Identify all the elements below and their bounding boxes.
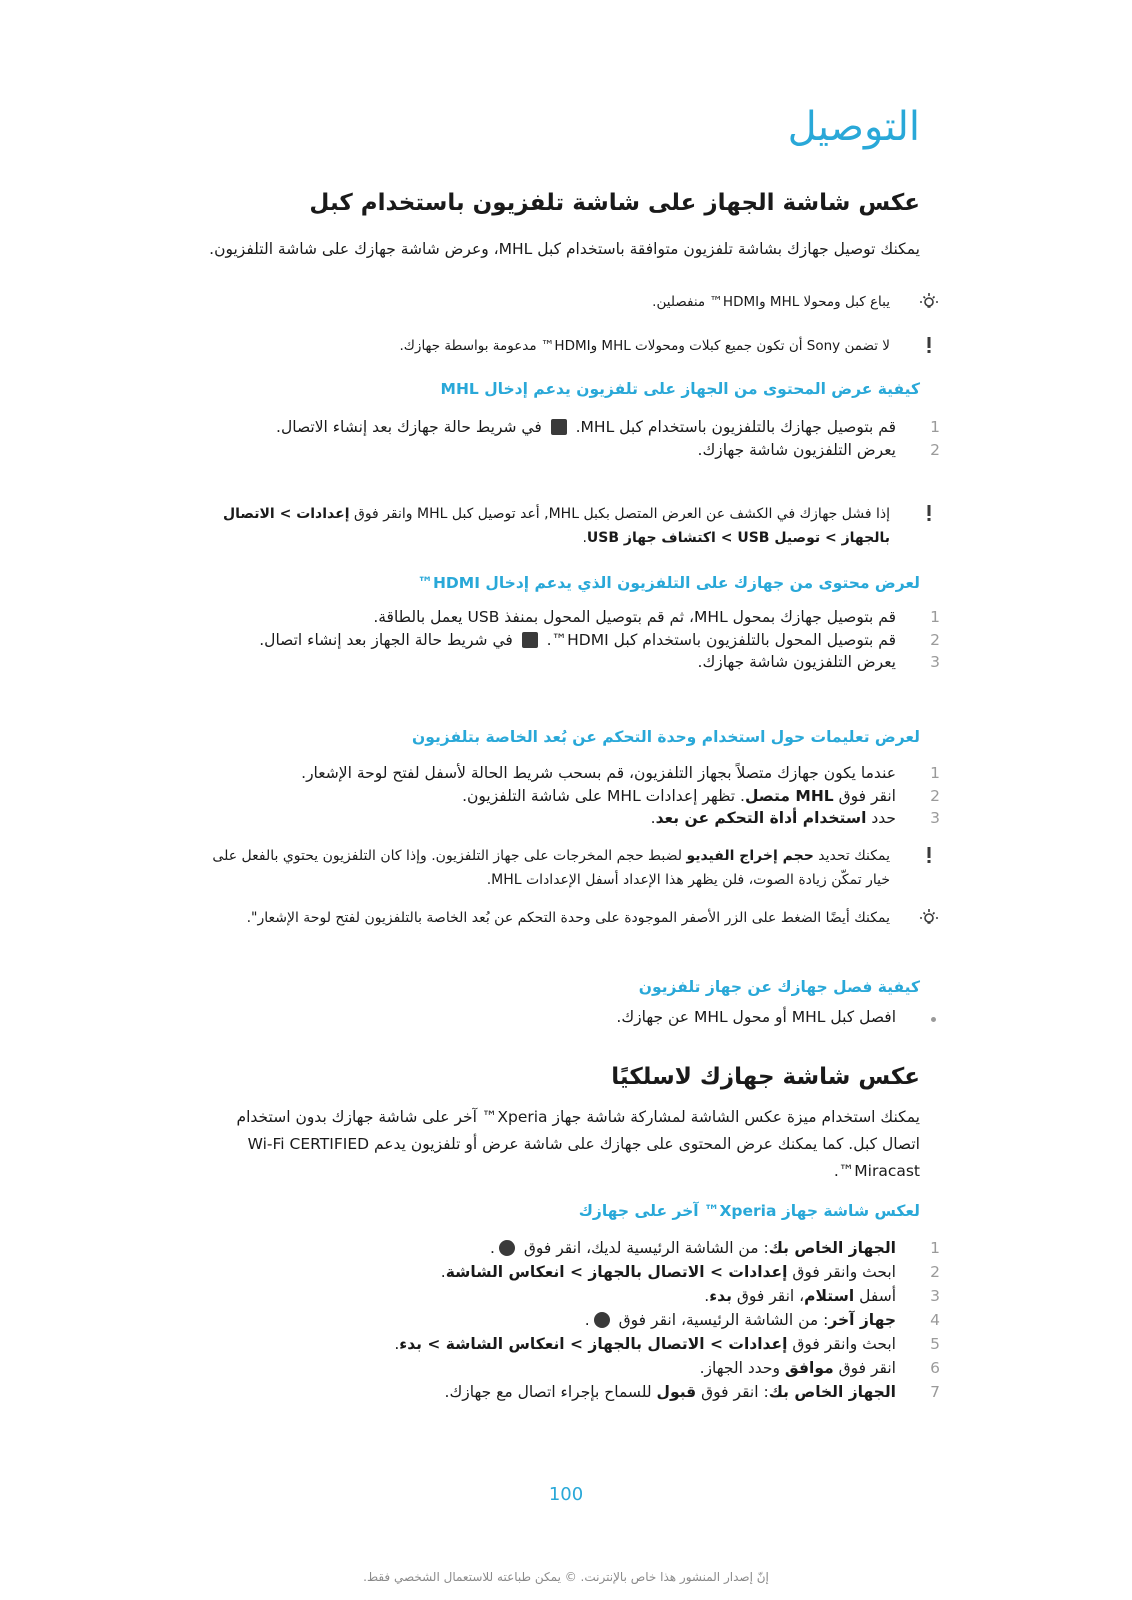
step-text: قم بتوصيل المحول بالتلفزيون باستخدام كبل HDMI™. bbox=[546, 630, 896, 649]
ui-label: حجم إخراج الفيديو bbox=[686, 848, 814, 864]
warning-text: لا تضمن Sony أن تكون جميع كبلات ومحولات MHL وHDMI™ مدعومة بواسطة جهازك. bbox=[399, 338, 890, 354]
step-text: . تظهر إعدادات MHL على شاشة التلفزيون. bbox=[462, 786, 745, 805]
settings-path: إعدادات > الاتصال بالجهاز > توصيل USB > اكتشاف جهاز USB bbox=[223, 506, 890, 546]
exclamation-icon bbox=[918, 502, 940, 524]
list-item bbox=[196, 1236, 940, 1260]
punctuation: . bbox=[489, 1239, 495, 1257]
step-number: 3 bbox=[930, 809, 940, 827]
step-number: 2 bbox=[930, 786, 940, 805]
punctuation: . bbox=[582, 530, 587, 546]
subheading-hdmi-input: لعرض محتوى من جهازك على التلفزيون الذي يدعم إدخال HDMI™ bbox=[417, 574, 920, 592]
step-number: 4 bbox=[930, 1311, 940, 1329]
list-item bbox=[196, 1008, 920, 1026]
section-intro: يمكنك استخدام ميزة عكس الشاشة لمشاركة شاشة جهاز Xperia™ آخر على شاشة جهازك بدون استخدام اتصال كبل. كما يمكنك عرض المحتوى على جهازك على شاشة عرض أو تلفزيون يدعم Wi-Fi CERTIFIED Miracast™. bbox=[236, 1108, 920, 1180]
step-number: 7 bbox=[930, 1383, 940, 1401]
app-drawer-icon bbox=[594, 1312, 610, 1328]
ui-label: استخدام أداة التحكم عن بعد bbox=[655, 809, 867, 827]
warning-note bbox=[196, 502, 920, 550]
step-text: : انقر فوق bbox=[701, 1383, 769, 1401]
section-intro: يمكنك توصيل جهازك بشاشة تلفزيون متوافقة باستخدام كبل MHL، وعرض شاشة جهازك على شاشة التلفزيون. bbox=[209, 240, 920, 258]
ui-label: الجهاز الخاص بك bbox=[768, 1239, 896, 1257]
punctuation: . bbox=[704, 1287, 710, 1305]
subheading-mirror-xperia: لعكس شاشة جهاز Xperia™ آخر على جهازك bbox=[578, 1202, 920, 1220]
steps-wireless bbox=[196, 1236, 940, 1404]
warning-text: يمكنك تحديد bbox=[818, 848, 890, 864]
app-drawer-icon bbox=[499, 1240, 515, 1256]
punctuation: . bbox=[394, 1335, 400, 1353]
step-number: 2 bbox=[930, 630, 940, 649]
list-item bbox=[196, 1332, 940, 1356]
exclamation-icon bbox=[918, 844, 940, 866]
step-text: في شريط حالة جهازك بعد إنشاء الاتصال. bbox=[276, 418, 542, 436]
tip-note bbox=[196, 290, 920, 314]
page-title: التوصيل bbox=[787, 104, 920, 150]
step-text: : من الشاشة الرئيسية لديك، انقر فوق bbox=[523, 1239, 769, 1257]
step-number: 2 bbox=[930, 440, 940, 459]
list-item bbox=[196, 1356, 940, 1380]
ui-label: MHL متصل bbox=[744, 786, 834, 805]
step-text: ابحث وانقر فوق bbox=[792, 1263, 896, 1281]
ui-label: جهاز آخر bbox=[828, 1311, 896, 1329]
list-item bbox=[196, 1284, 940, 1308]
ui-label: بدء bbox=[709, 1287, 732, 1305]
punctuation: . bbox=[440, 1263, 446, 1281]
list-item bbox=[196, 629, 940, 652]
step-text: حدد bbox=[871, 809, 896, 827]
step-text: عندما يكون جهازك متصلاً بجهاز التلفزيون، قم بسحب شريط الحالة لأسفل لفتح لوحة الإشعار. bbox=[301, 764, 896, 782]
subheading-mhl-input: كيفية عرض المحتوى من الجهاز على تلفزيون يدعم إدخال MHL bbox=[440, 380, 920, 398]
ui-label: قبول bbox=[656, 1383, 697, 1401]
list-item bbox=[196, 416, 940, 439]
warning-note bbox=[196, 334, 920, 358]
step-text: انقر فوق bbox=[838, 786, 896, 805]
page-footer: إنّ إصدار المنشور هذا خاص بالإنترنت. © يمكن طباعته للاستعمال الشخصي فقط. bbox=[363, 1570, 769, 1584]
list-item bbox=[196, 1260, 940, 1284]
step-number: 1 bbox=[930, 764, 940, 782]
step-number: 1 bbox=[930, 1239, 940, 1257]
exclamation-icon bbox=[918, 334, 940, 356]
step-number: 1 bbox=[930, 608, 940, 626]
subheading-remote: لعرض تعليمات حول استخدام وحدة التحكم عن بُعد الخاصة بتلفزيون bbox=[412, 728, 920, 746]
step-text: ، انقر فوق bbox=[736, 1287, 805, 1305]
bullet-icon bbox=[931, 1017, 936, 1022]
step-text: ابحث وانقر فوق bbox=[792, 1335, 896, 1353]
step-text: يعرض التلفزيون شاشة جهازك. bbox=[697, 653, 896, 671]
step-text: . bbox=[650, 809, 656, 827]
disconnect-list bbox=[196, 1008, 920, 1026]
mhl-status-icon bbox=[551, 419, 567, 435]
step-text: : من الشاشة الرئيسية، انقر فوق bbox=[618, 1311, 829, 1329]
step-text: أسفل bbox=[859, 1287, 896, 1305]
list-item bbox=[196, 762, 940, 785]
list-item bbox=[196, 807, 940, 830]
bullet-text: افصل كبل MHL أو محول MHL عن جهازك. bbox=[616, 1008, 896, 1026]
punctuation: . bbox=[584, 1311, 590, 1329]
list-item bbox=[196, 1308, 940, 1332]
page-number: 100 bbox=[548, 1484, 584, 1505]
step-text: وحدد الجهاز. bbox=[699, 1359, 780, 1377]
steps-hdmi bbox=[196, 606, 940, 674]
step-number: 2 bbox=[930, 1263, 940, 1281]
warning-text: لضبط حجم المخرجات على جهاز التلفزيون. وإذا كان التلفزيون يحتوي بالفعل على خيار تمكّن زيادة الصوت، فلن يظهر هذا الإعداد أسفل الإعدادات MHL. bbox=[212, 848, 890, 888]
lightbulb-icon bbox=[918, 290, 940, 312]
step-text: قم بتوصيل جهازك بمحول MHL، ثم قم بتوصيل المحول بمنفذ USB يعمل بالطاقة. bbox=[373, 608, 896, 626]
list-item bbox=[196, 606, 940, 629]
step-number: 1 bbox=[930, 418, 940, 436]
settings-path: إعدادات > الاتصال بالجهاز > انعكاس الشاشة bbox=[445, 1263, 788, 1281]
step-text: يعرض التلفزيون شاشة جهازك. bbox=[697, 440, 896, 459]
ui-label: استلام bbox=[804, 1287, 855, 1305]
warning-text: إذا فشل جهازك في الكشف عن العرض المتصل بكبل MHL, أعد توصيل كبل MHL وانقر فوق bbox=[353, 506, 890, 522]
ui-label: موافق bbox=[784, 1359, 834, 1377]
step-text: انقر فوق bbox=[838, 1359, 896, 1377]
list-item bbox=[196, 1380, 940, 1404]
warning-note bbox=[196, 844, 920, 892]
tip-text: يمكنك أيضًا الضغط على الزر الأصفر الموجودة على وحدة التحكم عن بُعد الخاصة بالتلفزيون لفتح لوحة الإشعار". bbox=[246, 910, 890, 926]
tip-note bbox=[196, 906, 920, 930]
mhl-status-icon bbox=[522, 632, 538, 648]
step-number: 6 bbox=[930, 1359, 940, 1377]
subheading-disconnect: كيفية فصل جهازك عن جهاز تلفزيون bbox=[638, 978, 920, 996]
lightbulb-icon bbox=[918, 906, 940, 928]
step-text: للسماح بإجراء اتصال مع جهازك. bbox=[444, 1383, 652, 1401]
step-number: 3 bbox=[930, 653, 940, 671]
step-text: في شريط حالة الجهاز بعد إنشاء اتصال. bbox=[259, 630, 513, 649]
list-item bbox=[196, 651, 940, 674]
document-page bbox=[196, 0, 940, 1600]
list-item bbox=[196, 439, 940, 462]
list-item bbox=[196, 785, 940, 808]
steps-mhl bbox=[196, 416, 940, 461]
steps-remote bbox=[196, 762, 940, 830]
step-number: 5 bbox=[930, 1335, 940, 1353]
ui-label: الجهاز الخاص بك bbox=[768, 1383, 896, 1401]
settings-path: إعدادات > الاتصال بالجهاز > انعكاس الشاشة > بدء bbox=[399, 1335, 788, 1353]
section-heading-wireless: عكس شاشة جهازك لاسلكيًا bbox=[611, 1064, 920, 1090]
section-heading-mirror-cable: عكس شاشة الجهاز على شاشة تلفزيون باستخدام كبل bbox=[309, 190, 920, 216]
tip-text: يباع كبل ومحولا MHL وHDMI™ منفصلين. bbox=[652, 294, 890, 310]
step-text: قم بتوصيل جهازك بالتلفزيون باستخدام كبل MHL. bbox=[575, 418, 896, 436]
step-number: 3 bbox=[930, 1287, 940, 1305]
